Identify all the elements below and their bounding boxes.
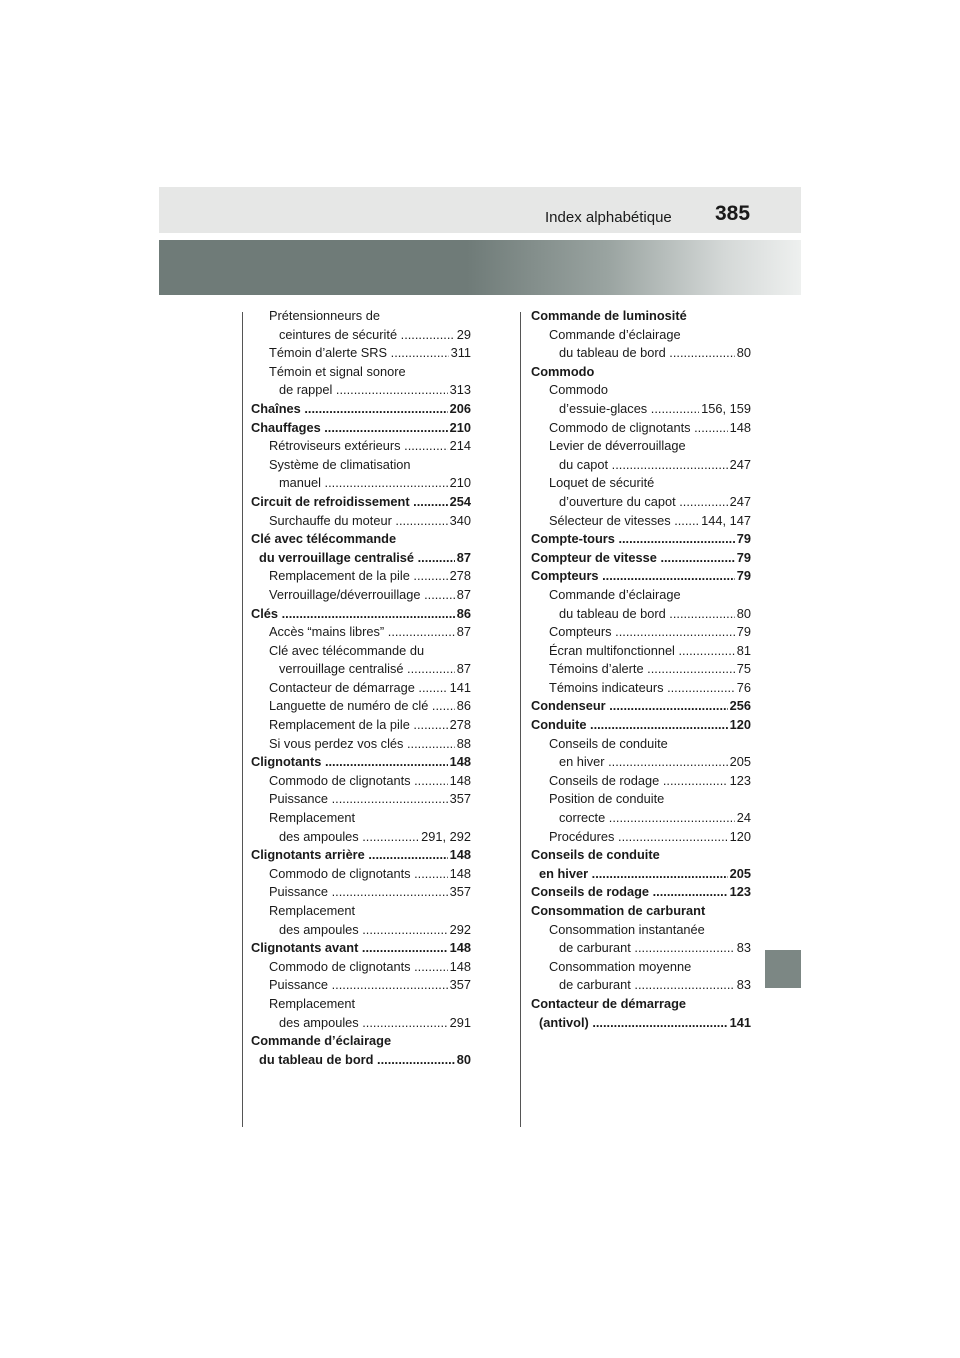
index-entry-text: Puissance ..... bbox=[269, 976, 471, 995]
index-entry bbox=[251, 642, 471, 661]
index-entry-page: 313 bbox=[448, 381, 471, 400]
index-entry-page: 120 bbox=[728, 828, 751, 847]
index-entry-text: Position de conduite bbox=[549, 791, 665, 807]
index-entry bbox=[251, 512, 471, 531]
index-entry-text: des ampoules ..... bbox=[279, 1014, 471, 1033]
index-entry-page: 79 bbox=[735, 567, 751, 586]
index-entry-page: 291, 292 bbox=[419, 828, 471, 847]
index-entry bbox=[251, 716, 471, 735]
index-entry-text: Consommation instantanée bbox=[549, 921, 705, 937]
index-entry-page: 357 bbox=[448, 790, 471, 809]
index-entry-page: 291 bbox=[448, 1014, 471, 1033]
index-entry bbox=[531, 995, 751, 1014]
index-entry bbox=[251, 381, 471, 400]
index-entry bbox=[251, 437, 471, 456]
index-entry bbox=[251, 828, 471, 847]
index-entry-text: Remplacement bbox=[269, 810, 356, 826]
index-entry bbox=[531, 326, 751, 345]
index-entry-page: 80 bbox=[455, 1051, 471, 1070]
index-entry-text: Compteurs ..... bbox=[549, 623, 751, 642]
index-entry-page: 210 bbox=[448, 419, 471, 438]
index-entry bbox=[251, 697, 471, 716]
index-entry bbox=[531, 809, 751, 828]
index-entry-page: 214 bbox=[448, 437, 471, 456]
index-entry-text: Accès “mains libres” ..... bbox=[269, 623, 471, 642]
index-entry bbox=[251, 679, 471, 698]
chapter-tab bbox=[765, 950, 801, 988]
index-entry-page: 340 bbox=[448, 512, 471, 531]
index-entry bbox=[531, 530, 751, 549]
index-entry-text: Remplacement de la pile ..... bbox=[269, 567, 471, 586]
index-entry bbox=[531, 753, 751, 772]
index-entry bbox=[531, 605, 751, 624]
index-entry-page: 79 bbox=[735, 623, 751, 642]
index-entry-text: Clignotants arrière ..... bbox=[251, 846, 471, 865]
index-entry-page: 141 bbox=[448, 679, 471, 698]
index-entry-text: (antivol) ..... bbox=[539, 1014, 751, 1033]
index-entry bbox=[251, 1051, 471, 1070]
index-entry-text: en hiver ..... bbox=[559, 753, 751, 772]
index-entry bbox=[531, 679, 751, 698]
index-entry bbox=[531, 939, 751, 958]
index-entry bbox=[531, 716, 751, 735]
index-entry bbox=[531, 363, 751, 382]
index-entry-text: Commodo de clignotants ..... bbox=[269, 865, 471, 884]
index-entry bbox=[251, 883, 471, 902]
index-entry bbox=[251, 326, 471, 345]
index-entry-page: 75 bbox=[735, 660, 751, 679]
index-entry-text: Chaînes ..... bbox=[251, 400, 471, 419]
index-entry-text: Condenseur ..... bbox=[531, 697, 751, 716]
index-entry bbox=[531, 586, 751, 605]
column-divider-middle bbox=[520, 312, 521, 1127]
index-entry-page: 210 bbox=[448, 474, 471, 493]
index-entry-page: 205 bbox=[728, 865, 751, 884]
index-entry bbox=[531, 828, 751, 847]
index-entry-text: de rappel ..... bbox=[279, 381, 471, 400]
index-entry-text: Témoins indicateurs ..... bbox=[549, 679, 751, 698]
index-entry-text: Remplacement de la pile ..... bbox=[269, 716, 471, 735]
index-entry-text: d’ouverture du capot ..... bbox=[559, 493, 751, 512]
index-entry bbox=[251, 605, 471, 624]
index-entry bbox=[531, 846, 751, 865]
index-entry-text: Chauffages ..... bbox=[251, 419, 471, 438]
index-entry-text: Commodo de clignotants ..... bbox=[549, 419, 751, 438]
index-entry bbox=[531, 307, 751, 326]
index-entry-text: Clé avec télécommande du bbox=[269, 642, 425, 658]
index-entry bbox=[251, 735, 471, 754]
index-entry bbox=[251, 902, 471, 921]
index-entry bbox=[251, 921, 471, 940]
index-entry bbox=[251, 846, 471, 865]
index-entry bbox=[251, 958, 471, 977]
index-entry-page: 292 bbox=[448, 921, 471, 940]
index-entry bbox=[531, 865, 751, 884]
index-entry-text: Commande d’éclairage bbox=[251, 1033, 392, 1049]
index-entry bbox=[251, 939, 471, 958]
index-entry bbox=[251, 493, 471, 512]
index-entry-text: Conseils de conduite bbox=[549, 735, 668, 751]
index-entry bbox=[531, 1014, 751, 1033]
index-entry bbox=[251, 400, 471, 419]
index-entry-page: 256 bbox=[728, 697, 751, 716]
index-entry-text: Clignotants ..... bbox=[251, 753, 471, 772]
index-entry bbox=[251, 586, 471, 605]
index-entry-page: 311 bbox=[449, 344, 471, 363]
index-entry-text: Verrouillage/déverrouillage ..... bbox=[269, 586, 471, 605]
index-entry-text: Témoin et signal sonore bbox=[269, 363, 406, 379]
index-entry-text: Remplacement bbox=[269, 903, 356, 918]
index-entry bbox=[531, 958, 751, 977]
index-entry bbox=[531, 921, 751, 940]
index-entry-page: 87 bbox=[455, 549, 471, 568]
index-entry-page: 247 bbox=[728, 456, 751, 475]
index-entry-page: 88 bbox=[455, 735, 471, 754]
index-entry-text: du verrouillage centralisé ..... bbox=[259, 549, 471, 568]
index-entry-page: 80 bbox=[735, 344, 751, 363]
index-entry-text: Clé avec télécommande bbox=[251, 531, 397, 547]
index-entry-text: Conseils de rodage ..... bbox=[549, 772, 751, 791]
index-entry-page: 144, 147 bbox=[699, 512, 751, 531]
index-entry-page: 156, 159 bbox=[699, 400, 751, 419]
index-entry bbox=[531, 400, 751, 419]
index-entry-page: 87 bbox=[455, 660, 471, 679]
index-entry-text: du tableau de bord ..... bbox=[559, 605, 751, 624]
index-entry-text: des ampoules ..... bbox=[279, 921, 471, 940]
index-entry bbox=[531, 790, 751, 809]
index-entry-text: Commodo de clignotants ..... bbox=[269, 772, 471, 791]
index-entry bbox=[531, 660, 751, 679]
index-entry bbox=[251, 344, 471, 363]
index-entry-text: Contacteur de démarrage ..... bbox=[269, 679, 471, 698]
index-entry-text: Système de climatisation bbox=[269, 456, 411, 472]
index-entry-page: 278 bbox=[448, 567, 471, 586]
index-entry-text: Si vous perdez vos clés ..... bbox=[269, 735, 471, 754]
index-entry bbox=[251, 474, 471, 493]
index-entry bbox=[531, 567, 751, 586]
index-entry-text: du capot ..... bbox=[559, 456, 751, 475]
index-entry-text: Clignotants avant ..... bbox=[251, 939, 471, 958]
index-entry-page: 148 bbox=[448, 958, 471, 977]
index-entry-page: 205 bbox=[728, 753, 751, 772]
index-entry-text: de carburant ..... bbox=[559, 976, 751, 995]
index-entry-text: Circuit de refroidissement ..... bbox=[251, 493, 471, 512]
index-entry bbox=[531, 772, 751, 791]
index-entry-text: Compteurs ..... bbox=[531, 567, 751, 586]
index-entry-text: Commande d’éclairage bbox=[549, 586, 681, 602]
index-entry-page: 123 bbox=[728, 772, 751, 791]
index-column-1 bbox=[251, 307, 471, 1069]
index-entry-page: 86 bbox=[455, 697, 471, 716]
index-entry-text: Compteur de vitesse ..... bbox=[531, 549, 751, 568]
index-entry-text: Conseils de conduite bbox=[531, 847, 660, 863]
index-entry-text: Procédures ..... bbox=[549, 828, 751, 847]
index-entry bbox=[531, 735, 751, 754]
index-entry bbox=[531, 381, 751, 400]
index-entry-page: 29 bbox=[455, 326, 471, 345]
index-entry bbox=[531, 623, 751, 642]
index-entry-page: 76 bbox=[735, 679, 751, 698]
index-entry-text: Rétroviseurs extérieurs ..... bbox=[269, 437, 471, 456]
index-entry-page: 120 bbox=[728, 716, 751, 735]
index-entry bbox=[251, 419, 471, 438]
index-entry-page: 206 bbox=[448, 400, 471, 419]
index-entry-text: Levier de déverrouillage bbox=[549, 438, 686, 454]
index-entry-page: 79 bbox=[735, 530, 751, 549]
index-entry-text: Témoins d’alerte ..... bbox=[549, 660, 751, 679]
index-entry-text: verrouillage centralisé ..... bbox=[279, 660, 471, 679]
header-band bbox=[159, 187, 801, 233]
index-entry-text: Puissance ..... bbox=[269, 790, 471, 809]
index-entry bbox=[531, 419, 751, 438]
index-entry bbox=[251, 1032, 471, 1051]
index-entry-text: d’essuie-glaces ..... bbox=[559, 400, 751, 419]
index-entry-text: manuel ..... bbox=[279, 474, 471, 493]
index-entry bbox=[251, 456, 471, 475]
index-entry bbox=[531, 344, 751, 363]
index-entry-text: ceintures de sécurité ..... bbox=[279, 326, 471, 345]
index-entry-text: en hiver ..... bbox=[539, 865, 751, 884]
index-entry bbox=[251, 363, 471, 382]
index-entry-text: Commodo bbox=[531, 363, 595, 379]
index-entry bbox=[251, 549, 471, 568]
section-title: Index alphabétique bbox=[545, 209, 672, 226]
index-entry-page: 148 bbox=[448, 939, 471, 958]
index-entry bbox=[251, 772, 471, 791]
index-entry bbox=[251, 976, 471, 995]
index-entry-page: 79 bbox=[735, 549, 751, 568]
index-entry-page: 148 bbox=[448, 865, 471, 884]
index-entry-page: 123 bbox=[728, 883, 751, 902]
index-entry bbox=[251, 865, 471, 884]
index-entry-text: Compte-tours ..... bbox=[531, 530, 751, 549]
index-entry-page: 148 bbox=[448, 772, 471, 791]
index-entry bbox=[251, 790, 471, 809]
index-entry-page: 141 bbox=[728, 1014, 751, 1033]
index-entry-text: Remplacement bbox=[269, 995, 356, 1011]
index-entry-page: 87 bbox=[455, 586, 471, 605]
index-entry-text: Commande de luminosité bbox=[531, 308, 687, 323]
index-entry bbox=[251, 623, 471, 642]
index-entry-text: des ampoules ..... bbox=[279, 828, 471, 847]
index-entry bbox=[251, 530, 471, 549]
index-entry-text: Consommation de carburant bbox=[531, 903, 706, 918]
index-entry-page: 87 bbox=[455, 623, 471, 642]
index-entry-text: Conseils de rodage ..... bbox=[531, 883, 751, 902]
index-entry bbox=[251, 567, 471, 586]
index-entry-page: 83 bbox=[735, 976, 751, 995]
index-entry-page: 86 bbox=[455, 605, 471, 624]
index-entry bbox=[251, 753, 471, 772]
index-entry-page: 148 bbox=[448, 846, 471, 865]
index-entry bbox=[531, 493, 751, 512]
index-entry-page: 148 bbox=[448, 753, 471, 772]
index-entry bbox=[251, 1014, 471, 1033]
index-entry-text: Contacteur de démarrage bbox=[531, 995, 687, 1011]
index-entry-text: Clés ..... bbox=[251, 605, 471, 624]
decorative-banner bbox=[159, 240, 801, 295]
index-entry-page: 357 bbox=[448, 976, 471, 995]
index-entry-page: 24 bbox=[735, 809, 751, 828]
index-entry bbox=[531, 437, 751, 456]
index-entry-page: 81 bbox=[735, 642, 751, 661]
index-entry-text: Sélecteur de vitesses ..... bbox=[549, 512, 751, 531]
index-entry-text: Conduite ..... bbox=[531, 716, 751, 735]
index-entry-text: Languette de numéro de clé ..... bbox=[269, 697, 471, 716]
index-entry bbox=[531, 642, 751, 661]
index-entry bbox=[531, 883, 751, 902]
index-entry-text: Commodo de clignotants ..... bbox=[269, 958, 471, 977]
index-entry bbox=[531, 976, 751, 995]
index-entry bbox=[531, 474, 751, 493]
index-entry-text: Prétensionneurs de bbox=[269, 308, 380, 323]
index-entry-page: 357 bbox=[448, 883, 471, 902]
index-entry-text: correcte ..... bbox=[559, 809, 751, 828]
index-entry bbox=[251, 307, 471, 326]
index-entry-text: Surchauffe du moteur ..... bbox=[269, 512, 471, 531]
index-entry bbox=[531, 902, 751, 921]
index-column-2 bbox=[531, 307, 751, 1032]
index-entry bbox=[531, 697, 751, 716]
index-entry-text: Commande d’éclairage bbox=[549, 326, 681, 342]
index-entry-text: Témoin d’alerte SRS ..... bbox=[269, 344, 471, 363]
column-divider-left bbox=[242, 312, 243, 1127]
index-entry bbox=[251, 809, 471, 828]
index-entry-text: du tableau de bord ..... bbox=[259, 1051, 471, 1070]
index-entry-text: Commodo bbox=[549, 382, 609, 398]
index-entry-page: 83 bbox=[735, 939, 751, 958]
index-entry bbox=[531, 512, 751, 531]
index-entry-text: Écran multifonctionnel ..... bbox=[549, 642, 751, 661]
index-entry-text: Loquet de sécurité bbox=[549, 475, 655, 491]
index-entry-text: de carburant ..... bbox=[559, 939, 751, 958]
index-entry bbox=[531, 549, 751, 568]
index-entry-page: 254 bbox=[448, 493, 471, 512]
index-entry-page: 148 bbox=[728, 419, 751, 438]
index-entry bbox=[251, 995, 471, 1014]
index-entry-page: 247 bbox=[728, 493, 751, 512]
index-entry-text: Consommation moyenne bbox=[549, 958, 692, 974]
index-entry bbox=[531, 456, 751, 475]
index-entry-page: 80 bbox=[735, 605, 751, 624]
index-entry-text: Puissance ..... bbox=[269, 883, 471, 902]
index-entry-text: du tableau de bord ..... bbox=[559, 344, 751, 363]
index-entry bbox=[251, 660, 471, 679]
page-number: 385 bbox=[715, 202, 751, 225]
index-entry-page: 278 bbox=[448, 716, 471, 735]
